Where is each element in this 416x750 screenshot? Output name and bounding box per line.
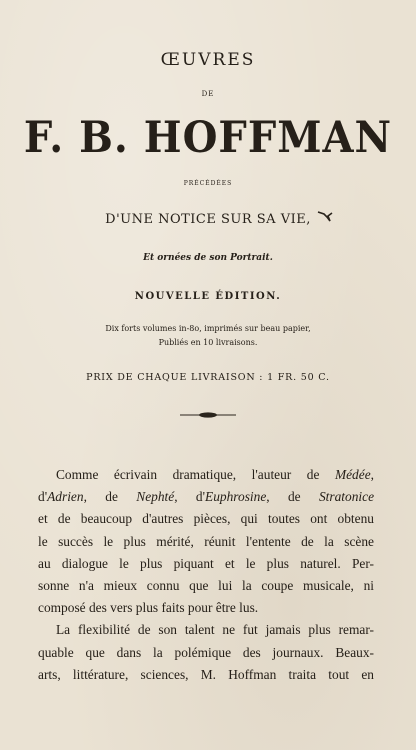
volumes-info: [0, 322, 416, 350]
volumes-line-1: Dix forts volumes in-8o, imprimés sur beau papier,: [105, 324, 311, 333]
text-line: La flexibilité de son talent ne fut jamais plus remar-: [56, 622, 374, 638]
notice-line: D'UNE NOTICE SUR SA VIE,: [105, 212, 311, 227]
text-line: sonne n'a mieux connu que lui la coupe musicale, ni: [38, 578, 374, 594]
ink-mark-icon: [316, 208, 336, 224]
text-line: et de beaucoup d'autres pièces, qui toutes ont obtenu: [38, 511, 374, 527]
ornament-divider-icon: [180, 411, 236, 419]
portrait-line: Et ornées de son Portrait.: [143, 253, 273, 263]
text-line: Comme écrivain dramatique, l'auteur de Médée,: [56, 467, 374, 482]
text-line: le succès le plus mérité, réunit l'entente de la scène: [38, 533, 374, 549]
body-paragraph: [38, 464, 374, 686]
heading-oeuvres: ŒUVRES: [160, 50, 256, 70]
text-line: au dialogue le plus piquant et le plus naturel. Per-: [38, 555, 374, 571]
volumes-line-2: Publiés en 10 livraisons.: [158, 338, 258, 347]
text-line: arts, littérature, sciences, M. Hoffman traita tout en: [38, 666, 374, 682]
text-line: composé des vers plus faits pour être lus.: [38, 600, 259, 616]
text-line: quable que dans la polémique des journaux. Beaux-: [38, 644, 374, 660]
edition-line: NOUVELLE ÉDITION.: [134, 291, 282, 302]
heading-precedees: PRÉCÉDÉES: [183, 180, 233, 187]
text-line: d'Adrien, de Nephté, d'Euphrosine, de Stratonice: [38, 489, 375, 505]
heading-de: DE: [201, 90, 215, 98]
author-name: F. B. HOFFMAN: [23, 112, 393, 163]
price-line: PRIX DE CHAQUE LIVRAISON : 1 FR. 50 C.: [86, 372, 330, 383]
